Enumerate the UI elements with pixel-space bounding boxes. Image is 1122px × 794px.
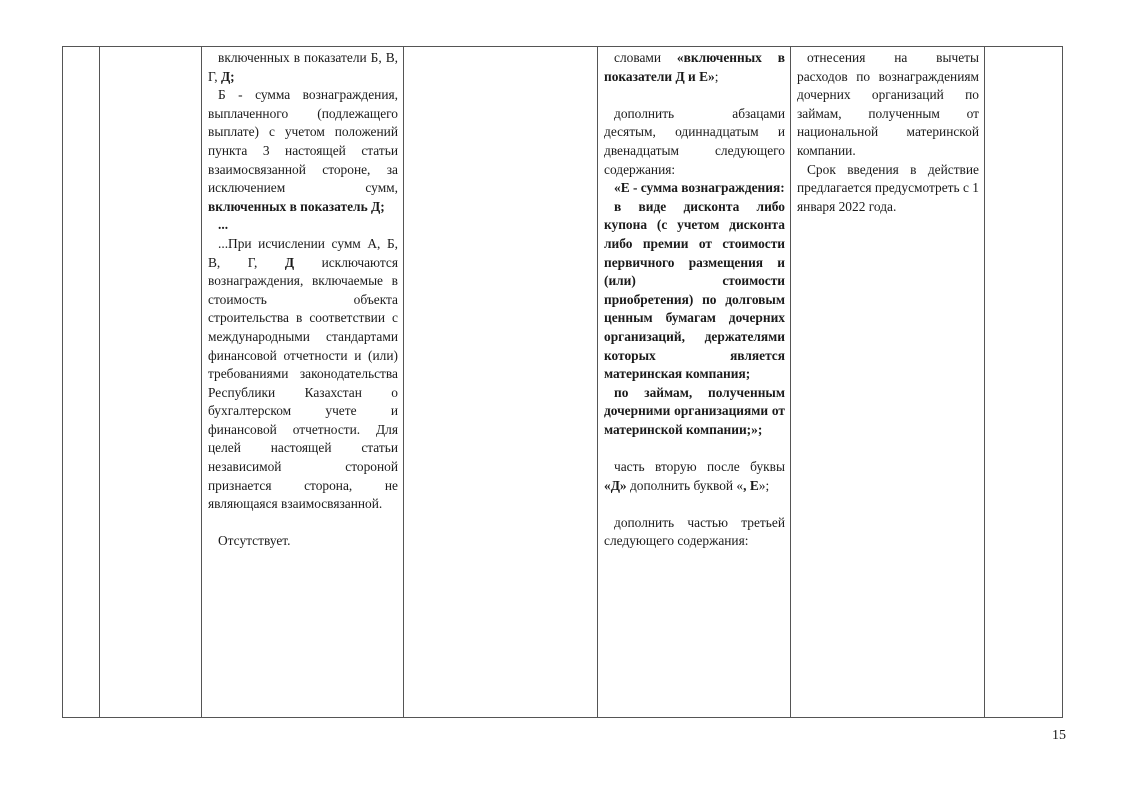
paragraph (797, 161, 979, 217)
bold-text: «Д» (604, 477, 627, 493)
text: Б, В, Г, (208, 50, 398, 84)
text: ...При исчислении сумм А, Б, В, Г, (208, 235, 398, 270)
text: отнесения на вычеты расходов по вознаграждениям дочерних организаций по займам, полученным от национальной материнской компании. (797, 50, 979, 158)
bold-text: Д (284, 254, 295, 270)
cell-text (208, 49, 398, 551)
paragraph (208, 216, 398, 235)
table-cell-article (99, 47, 201, 717)
comparison-table (62, 46, 1063, 718)
bold-text: «включенных в показатели Д и Е» (604, 50, 785, 84)
text: включенных в показатели (218, 50, 371, 65)
table-cell-current-wording (201, 47, 403, 717)
paragraph (604, 49, 785, 86)
text: часть вторую после буквы (614, 459, 785, 475)
bold-text: Д; (220, 68, 235, 84)
table-cell-empty (403, 47, 597, 717)
bold-text: ... (218, 217, 229, 233)
paragraph (208, 532, 398, 551)
bold-text: включенных в показатель Д; (208, 198, 385, 214)
text: Срок введения в действие предлагается предусмотреть с 1 января 2022 года. (797, 161, 979, 214)
table-cell-number (62, 47, 99, 717)
text: »; (758, 477, 770, 493)
bold-text: по займам, полученным дочерними организациями от материнской компании;»; (604, 384, 785, 437)
page-number: 15 (1052, 728, 1066, 743)
table-cell-notes (984, 47, 1063, 717)
paragraph (604, 198, 785, 384)
cell-text (797, 49, 979, 216)
paragraph (604, 458, 785, 495)
text: Б - сумма вознаграждения, выплаченного (подлежащего выплате) с учетом положений пункта 3 настоящей статьи взаимосвязанной стороне, за исключением сумм, (208, 87, 398, 196)
text: дополнить абзацами десятым, одиннадцатым и двенадцатым следующего содержания: (604, 105, 785, 177)
paragraph (208, 49, 398, 86)
paragraph (208, 235, 398, 514)
paragraph (604, 384, 785, 440)
table-cell-justification (790, 47, 984, 717)
paragraph (604, 179, 785, 198)
paragraph (604, 514, 785, 551)
text: дополнить буквой « (626, 477, 744, 493)
paragraph (604, 105, 785, 179)
cell-text (604, 49, 785, 551)
text: Отсутствует. (218, 533, 291, 549)
paragraph (208, 86, 398, 216)
text: ; (714, 68, 719, 84)
paragraph (797, 49, 979, 161)
table-cell-proposed-wording (597, 47, 790, 717)
text: дополнить частью третьей следующего содержания: (604, 514, 785, 549)
bold-text: «Е - сумма вознаграждения: (614, 180, 785, 196)
bold-text: в виде дисконта либо купона (с учетом дисконта либо премии от стоимости первичного размещения и (или) стоимости приобретения) по долговым ценным бумагам дочерних организаций, держателями которых является материнская компания; (604, 198, 785, 382)
text: исключаются вознаграждения, включаемые в стоимость объекта строительства в соответствии с международными стандартами финансовой отчетности и (или) требованиями законодательства Республики Казахстан о бухгалтерском учете и финансовой отчетности. Для целей настоящей статьи независимой стороной признается сторона, не являющаяся взаимосвязанной. (208, 254, 398, 512)
text: словами (614, 50, 677, 65)
bold-text: , Е (743, 477, 759, 493)
